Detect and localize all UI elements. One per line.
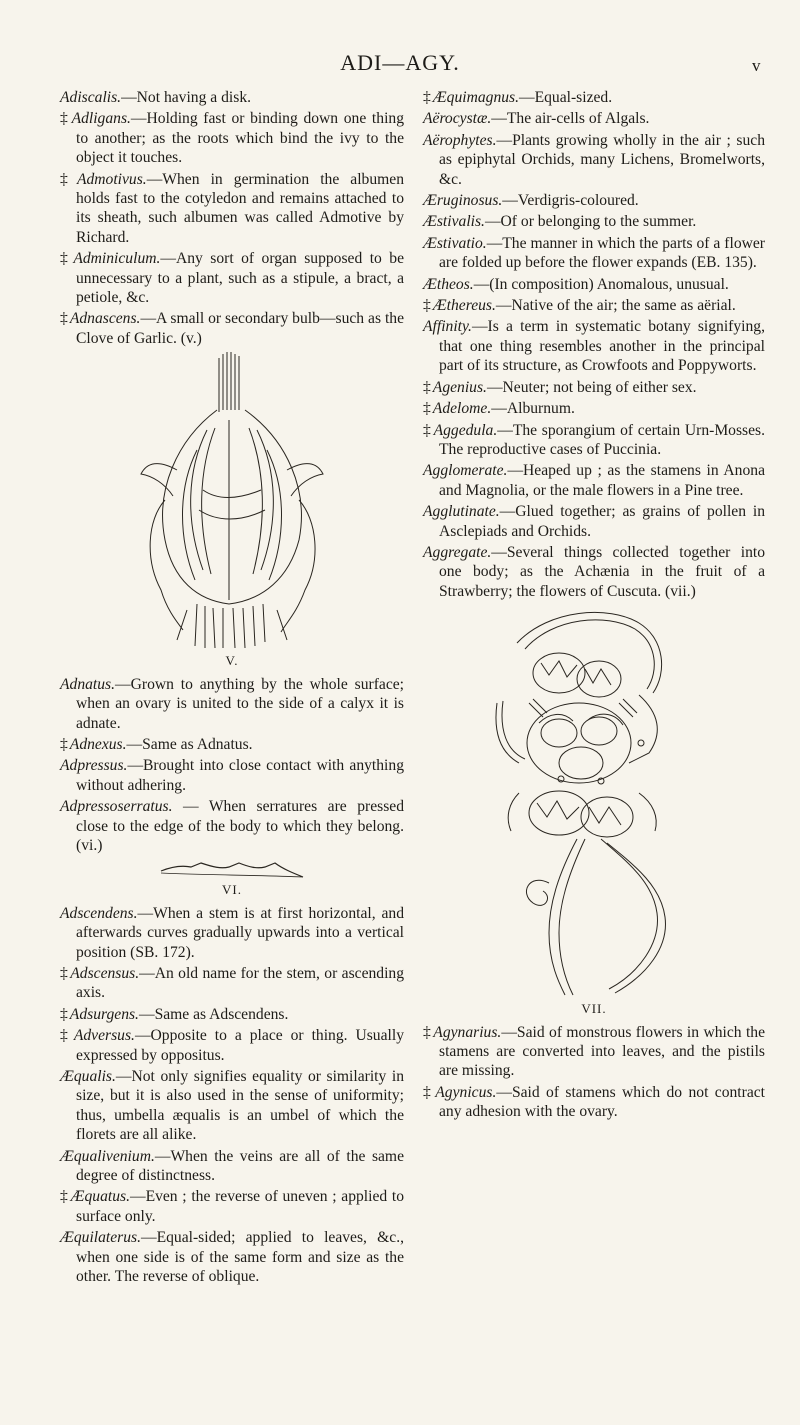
entry-definition: —Any sort of organ supposed to be unnecessary to a plant, such as a stipule, a bract, a petiole, &c. [76, 250, 404, 307]
page-numeral: v [752, 56, 761, 75]
glossary-entry [423, 461, 765, 500]
garlic-bulb-illustration [137, 350, 327, 650]
glossary-entry [60, 735, 404, 754]
glossary-entry [423, 88, 765, 107]
entry-term: Aërophytes. [423, 131, 497, 149]
entry-definition: —The air-cells of Algals. [491, 110, 650, 128]
obsolete-term-dagger: ‡ [423, 421, 432, 439]
right-entries-top [423, 88, 765, 601]
entry-definition: —Opposite to a place or thing. Usually expressed by oppositus. [76, 1027, 404, 1064]
obsolete-term-dagger: ‡ [423, 378, 431, 396]
entry-term: Æstivatio. [423, 234, 487, 252]
left-entries-top [60, 88, 404, 348]
entry-definition: —Verdigris-coloured. [502, 192, 639, 210]
glossary-entry [423, 502, 765, 541]
entry-term: Admotivus. [76, 170, 147, 188]
entry-definition: —When a stem is at first horizontal, and afterwards curves gradually upwards into a vertical position (SB. 172). [76, 904, 404, 961]
entry-term: Adligans. [71, 110, 131, 128]
figure-vii-label: VII. [581, 1001, 607, 1017]
entry-definition: —Of or belonging to the summer. [484, 213, 697, 231]
entry-definition: —The sporangium of certain Urn-Mosses. The reproductive cases of Puccinia. [439, 421, 766, 458]
entry-definition: —Said of stamens which do not contract any adhesion with the ovary. [439, 1083, 766, 1121]
entry-term: Agglomerate. [423, 462, 508, 480]
glossary-entry [60, 170, 404, 248]
serrated-edge-illustration [157, 857, 307, 879]
entry-definition: —Plants growing wholly in the air ; such as epiphytal Orchids, many Lichens, Bromelworts, &c. [439, 131, 765, 188]
entry-term: Æqualis. [60, 1068, 116, 1085]
entry-definition: —Brought into close contact with anything without adhering. [76, 757, 404, 794]
left-column [60, 88, 404, 1288]
entry-term: Adscendens. [60, 904, 138, 922]
glossary-entry [60, 756, 404, 795]
entry-term: Adiscalis. [60, 89, 122, 106]
right-entries-bottom [423, 1023, 765, 1122]
entry-definition: —Alburnum. [491, 400, 575, 418]
glossary-entry [60, 797, 404, 855]
obsolete-term-dagger: ‡ [423, 89, 431, 106]
entry-term: Aggregate. [423, 543, 492, 561]
entry-term: Ætheos. [423, 275, 474, 293]
glossary-entry [423, 378, 765, 397]
glossary-entry [423, 131, 765, 189]
cuscuta-illustration [489, 603, 699, 998]
obsolete-term-dagger: ‡ [423, 297, 431, 315]
glossary-entry [60, 1228, 404, 1286]
obsolete-term-dagger: ‡ [60, 250, 72, 268]
entry-term: Æthereus. [432, 297, 496, 315]
glossary-entry [423, 296, 765, 315]
entry-definition: —Native of the air; the same as aërial. [495, 297, 736, 315]
entry-term: Æstivalis. [423, 213, 485, 231]
entry-term: Adsurgens. [69, 1005, 139, 1023]
entry-definition: —Glued together; as grains of pollen in Asclepiads and Orchids. [439, 503, 765, 540]
obsolete-term-dagger: ‡ [423, 1023, 432, 1041]
figure-v-garlic-bulb [60, 350, 404, 670]
obsolete-term-dagger: ‡ [60, 964, 69, 982]
glossary-entry [60, 675, 404, 733]
entry-term: Adpressoserratus. [60, 798, 173, 816]
entry-term: Agynarius. [433, 1023, 502, 1041]
glossary-entry [60, 1026, 404, 1065]
glossary-entry [423, 421, 765, 460]
entry-definition: —Same as Adnatus. [126, 735, 253, 753]
entry-term: Æqualivenium. [60, 1147, 155, 1165]
entry-term: Æruginosus. [423, 192, 503, 210]
entry-term: Adnascens. [69, 310, 141, 328]
entry-definition: —Neuter; not being of either sex. [486, 378, 697, 396]
entry-term: Adversus. [73, 1027, 135, 1045]
left-entries-bottom [60, 904, 404, 1287]
entry-definition: —Not having a disk. [121, 89, 252, 106]
glossary-entry [423, 399, 765, 418]
obsolete-term-dagger: ‡ [60, 1005, 68, 1023]
entry-term: Adnatus. [60, 675, 116, 693]
glossary-entry [60, 1067, 404, 1145]
glossary-entry [423, 1023, 765, 1081]
entry-definition: —Heaped up ; as the stamens in Anona and Magnolia, or the male flowers in a Pine tree. [439, 462, 765, 499]
entry-term: Agynicus. [435, 1083, 497, 1101]
entry-definition: —Not only signifies equality or similarity in size, but it is also used in the sense of uniformity; thus, umbella æqualis is an umbel of which the florets are all alike. [76, 1068, 404, 1144]
glossary-entry [60, 1005, 404, 1024]
entry-term: Adelome. [432, 400, 492, 418]
entry-term: Æquilaterus. [60, 1229, 142, 1247]
entry-definition: —Is a term in systematic botany signifying, that one thing resembles another in the principal part of its structure, as Crowfoots and Poppyworts. [439, 318, 765, 375]
entry-definition: —The manner in which the parts of a flower are folded up before the flower expands (EB. 135). [439, 234, 765, 272]
obsolete-term-dagger: ‡ [60, 1027, 72, 1045]
entry-definition: —Same as Adscendens. [138, 1005, 289, 1023]
obsolete-term-dagger: ‡ [60, 1188, 69, 1206]
entry-definition: —A small or secondary bulb—such as the Clove of Garlic. (v.) [76, 310, 405, 347]
obsolete-term-dagger: ‡ [423, 400, 431, 418]
entry-term: Adnexus. [69, 735, 127, 753]
entry-definition: —Said of monstrous flowers in which the stamens are converted into leaves, and the pistils are missing. [439, 1023, 766, 1080]
glossary-entry [60, 249, 404, 307]
obsolete-term-dagger: ‡ [423, 1083, 434, 1101]
glossary-entry [60, 109, 404, 167]
entry-definition: —Equal-sided; applied to leaves, &c., when one side is of the same form and size as the other. The reverse of oblique. [76, 1229, 404, 1286]
entry-term: Aggedula. [433, 421, 498, 439]
obsolete-term-dagger: ‡ [60, 110, 70, 128]
glossary-entry [60, 309, 404, 348]
entry-definition: —An old name for the stem, or ascending axis. [76, 964, 405, 1002]
glossary-entry [60, 88, 404, 107]
glossary-entry [60, 1147, 404, 1186]
entry-term: Aërocystæ. [423, 110, 492, 128]
glossary-entry [423, 109, 765, 128]
entry-definition: —Grown to anything by the whole surface; when an ovary is united to the side of a calyx it is adnate. [76, 675, 404, 732]
entry-definition: —When the veins are all of the same degree of distinctness. [76, 1147, 404, 1185]
entry-definition: —Even ; the reverse of uneven ; applied to surface only. [76, 1188, 404, 1225]
figure-v-label: V. [225, 653, 239, 669]
glossary-entry [423, 212, 765, 231]
entry-term: Æquimagnus. [432, 89, 520, 106]
glossary-entry [60, 1187, 404, 1226]
figure-vii-cuscuta [423, 603, 765, 1018]
entry-definition: —Several things collected together into one body; as the Achænia in the fruit of a Strawberry; the flowers of Cuscuta. (vii.) [439, 543, 765, 600]
figure-vi-serrated-edge [60, 857, 404, 899]
entry-term: Adminiculum. [73, 250, 161, 268]
left-entries-middle [60, 675, 404, 856]
glossary-entry [60, 904, 404, 962]
entry-definition: —Equal-sized. [519, 89, 613, 106]
glossary-entry [423, 543, 765, 601]
obsolete-term-dagger: ‡ [60, 170, 75, 188]
obsolete-term-dagger: ‡ [60, 735, 68, 753]
obsolete-term-dagger: ‡ [60, 310, 68, 328]
right-column [423, 88, 765, 1124]
entry-term: Agglutinate. [423, 503, 500, 521]
glossary-entry [60, 964, 404, 1003]
entry-term: Æquatus. [70, 1188, 130, 1206]
entry-term: Agenius. [432, 378, 487, 396]
figure-vi-label: VI. [222, 882, 242, 898]
glossary-entry [423, 275, 765, 294]
running-head: ADI—AGY. [340, 50, 460, 75]
entry-definition: —Holding fast or binding down one thing to another; as the roots which bind the ivy to the object it touches. [76, 110, 404, 167]
entry-definition: —(In composition) Anomalous, unusual. [473, 275, 729, 293]
entry-term: Affinity. [423, 318, 472, 336]
glossary-entry [423, 191, 765, 210]
entry-term: Adpressus. [60, 757, 128, 775]
glossary-entry [423, 234, 765, 273]
entry-term: Adscensus. [70, 964, 140, 982]
glossary-entry [423, 1083, 765, 1122]
entry-definition: — When serratures are pressed close to the edge of the body to which they belong. (vi.) [76, 798, 404, 854]
entry-definition: —When in germination the albumen holds fast to the cotyledon and remains attached to its sheath, such albumen was called Admotive by Richard. [76, 170, 404, 246]
glossary-entry [423, 317, 765, 375]
